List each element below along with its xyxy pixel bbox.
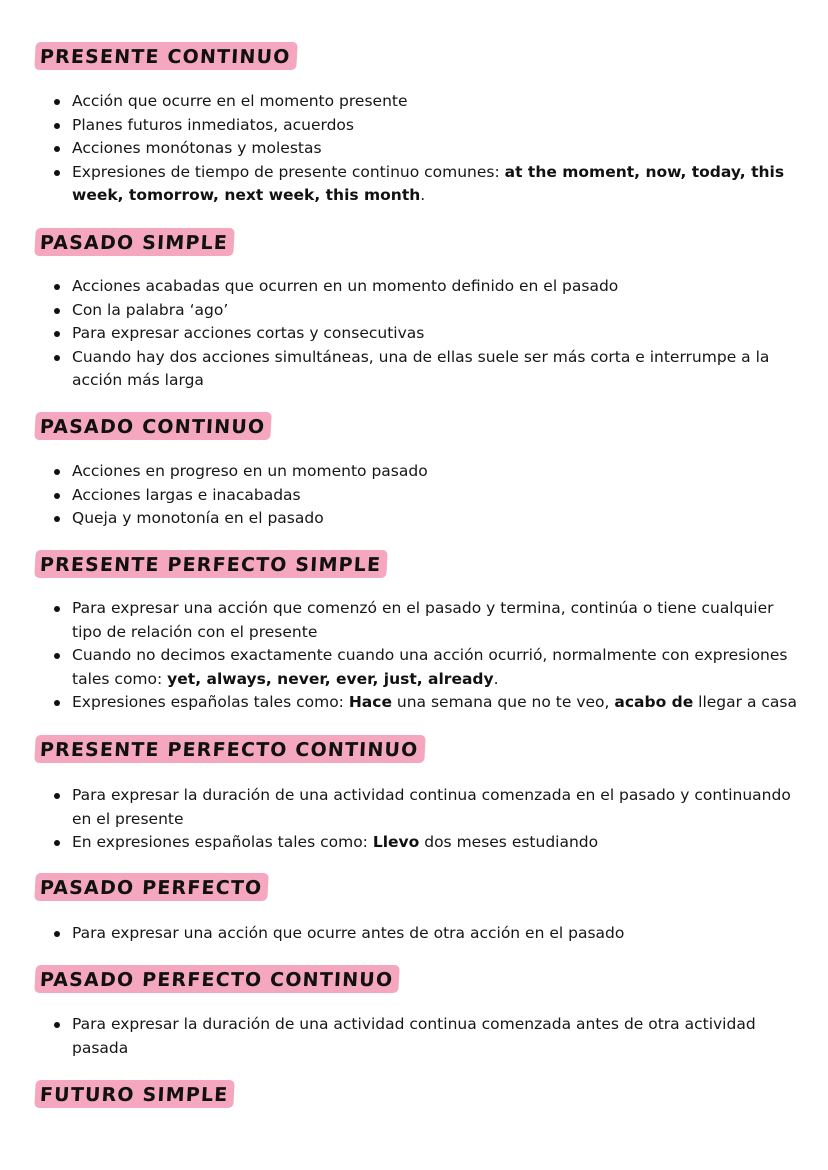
section-heading-wrapper (35, 735, 805, 763)
section-body (35, 275, 805, 393)
bullet-text: Acciones acabadas que ocurren en un momento definido en el pasado (72, 277, 619, 295)
section-heading: PASADO PERFECTO CONTINUO (34, 965, 400, 993)
bullet-list (35, 275, 805, 393)
section-heading: PASADO PERFECTO (34, 873, 269, 901)
section-heading: PASADO CONTINUO (34, 412, 272, 440)
bullet-item (35, 275, 805, 299)
bullet-text: Planes futuros inmediatos, acuerdos (72, 115, 354, 134)
bullet-item (35, 460, 805, 484)
bullet-item (35, 691, 805, 715)
section-heading: PRESENTE CONTINUO (34, 42, 297, 70)
bullet-text: Expresiones de tiempo de presente continuo comunes: (72, 162, 505, 181)
bullet-text: En expresiones españolas tales como: (72, 833, 373, 851)
bullet-item (35, 90, 805, 114)
bullet-text: . (420, 186, 426, 204)
bullet-item (35, 299, 805, 323)
section-heading: PASADO SIMPLE (34, 228, 235, 256)
bullet-text: Queja y monotonía en el pasado (72, 509, 324, 527)
bullet-list (35, 597, 805, 715)
section-heading-wrapper (35, 873, 805, 901)
bullet-item (35, 784, 805, 831)
bullet-text: Con la palabra ‘ago’ (72, 300, 229, 319)
bullet-text: Acciones en progreso en un momento pasado (72, 462, 428, 480)
bullet-item (35, 507, 805, 531)
bullet-text: llegar a casa (693, 693, 797, 711)
bullet-list (35, 1013, 805, 1060)
section-heading: PRESENTE PERFECTO CONTINUO (34, 735, 425, 763)
section-body (35, 1013, 805, 1060)
bullet-item (35, 161, 805, 208)
bullet-item (35, 346, 805, 393)
section-heading: FUTURO SIMPLE (34, 1080, 235, 1108)
bullet-item (35, 1013, 805, 1060)
bullet-text: Acción que ocurre en el momento presente (72, 92, 408, 110)
bold-keyword: Llevo (372, 833, 420, 851)
bullet-text: Para expresar la duración de una actividad continua comenzada en el pasado y continuando en el presente (72, 786, 791, 828)
section-heading-wrapper (35, 42, 805, 70)
bullet-text: Para expresar la duración de una actividad continua comenzada antes de otra actividad pasada (72, 1015, 756, 1057)
bullet-text: Expresiones españolas tales como: (72, 693, 349, 711)
bullet-text: dos meses estudiando (419, 833, 599, 851)
bullet-item (35, 831, 805, 855)
bullet-text: Acciones monótonas y molestas (72, 139, 322, 157)
bullet-list (35, 90, 805, 208)
bullet-item (35, 322, 805, 346)
section-heading-wrapper (35, 412, 805, 440)
bullet-text: Para expresar acciones cortas y consecutivas (72, 324, 425, 342)
bold-keyword: acabo de (614, 693, 694, 711)
bullet-text: . (493, 669, 499, 688)
section-heading-wrapper (35, 228, 805, 256)
section-heading-wrapper (35, 1080, 805, 1108)
section-heading-wrapper (35, 965, 805, 993)
section-body (35, 90, 805, 208)
bullet-list (35, 784, 805, 855)
bullet-text: Cuando hay dos acciones simultáneas, una de ellas suele ser más corta e interrumpe a la acción más larga (72, 347, 770, 389)
section-heading-wrapper (35, 550, 805, 578)
bullet-list (35, 922, 805, 946)
bullet-item (35, 484, 805, 508)
bold-keyword: Hace (348, 693, 392, 711)
bullet-text: Cuando no decimos exactamente cuando una acción ocurrió, normalmente con expresiones tales como: (72, 646, 788, 688)
section-body (35, 597, 805, 715)
section-body (35, 460, 805, 531)
bullet-text: Acciones largas e inacabadas (72, 485, 301, 504)
section-body (35, 922, 805, 946)
section-heading: PRESENTE PERFECTO SIMPLE (34, 550, 388, 578)
bullet-text: una semana que no te veo, (391, 693, 615, 711)
bullet-text: Para expresar una acción que ocurre antes de otra acción en el pasado (72, 924, 625, 942)
bullet-text: Para expresar una acción que comenzó en el pasado y termina, continúa o tiene cualquier tipo de relación con el presente (72, 599, 774, 641)
bold-keyword: yet, always, never, ever, just, already (167, 669, 494, 688)
section-body (35, 784, 805, 855)
bullet-item (35, 114, 805, 138)
bullet-item (35, 644, 805, 691)
bullet-list (35, 460, 805, 531)
bullet-item (35, 597, 805, 644)
bullet-item (35, 137, 805, 161)
bullet-item (35, 922, 805, 946)
bold-keyword: at the moment, now, today, this week, tomorrow, next week, this month (72, 162, 785, 204)
